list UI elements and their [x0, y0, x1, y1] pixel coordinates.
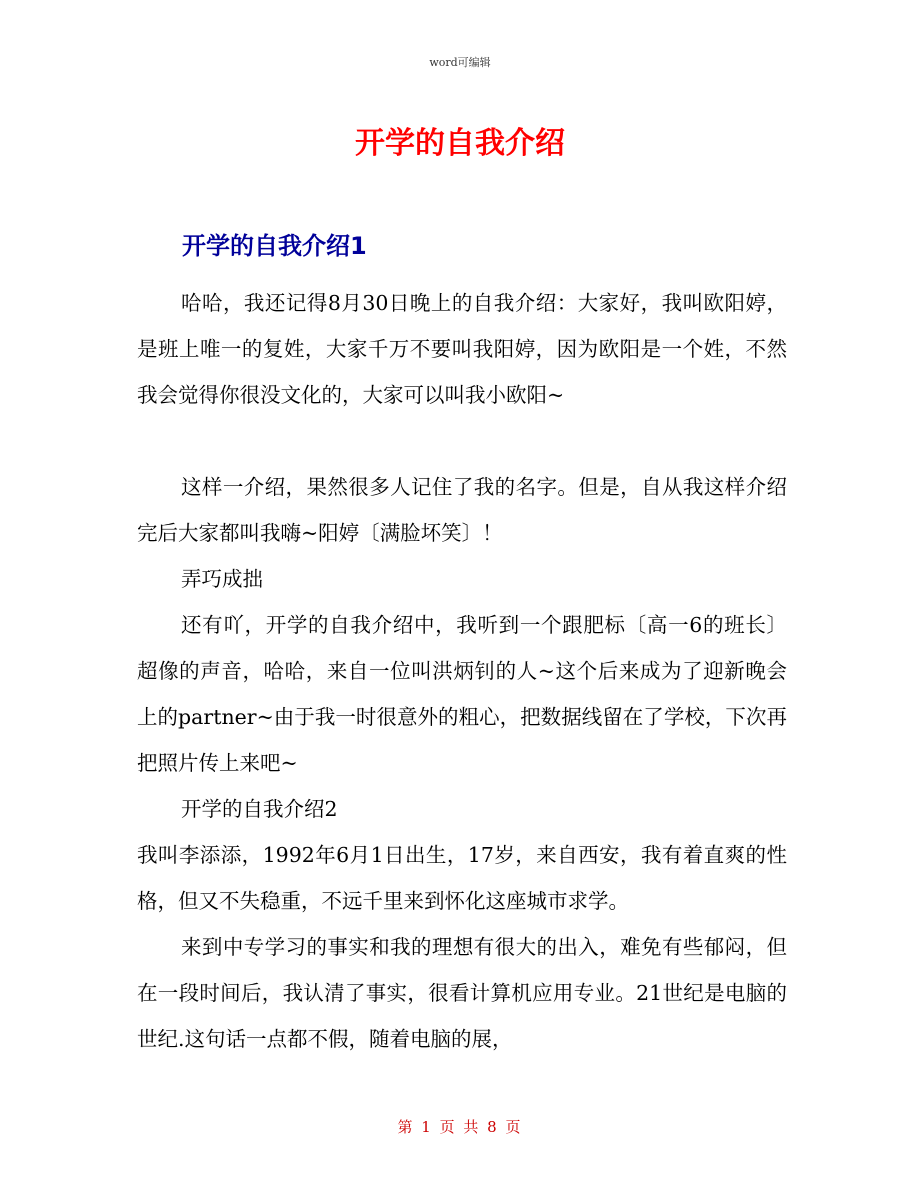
paragraph-1: 哈哈，我还记得8月30日晚上的自我介绍：大家好，我叫欧阳婷，是班上唯一的复姓，大家千万不要叫我阳婷，因为欧阳是一个姓，不然我会觉得你很没文化的，大家可以叫我小欧阳~ [137, 291, 787, 407]
section-heading-1: 开学的自我介绍1 [182, 232, 367, 260]
header-note: word可编辑 [429, 56, 491, 69]
paragraph-3: 弄巧成拙 [181, 567, 263, 591]
page-footer: 第 1 页 共 8 页 [397, 1118, 523, 1136]
paragraph-7: 来到中专学习的事实和我的理想有很大的出入，难免有些郁闷，但在一段时间后，我认清了事实，很看计算机应用专业。21世纪是电脑的世纪.这句话一点都不假，随着电脑的展， [137, 935, 787, 1051]
paragraph-6: 我叫李添添，1992年6月1日出生，17岁，来自西安，我有着直爽的性格，但又不失稳重，不远千里来到怀化这座城市求学。 [137, 843, 787, 913]
paragraph-5: 开学的自我介绍2 [181, 797, 338, 821]
paragraph-2: 这样一介绍，果然很多人记住了我的名字。但是，自从我这样介绍完后大家都叫我嗨~阳婷〔满脸坏笑〕！ [137, 475, 787, 545]
paragraph-4: 还有吖，开学的自我介绍中，我听到一个跟肥标〔高一6的班长〕超像的声音，哈哈，来自一位叫洪炳钊的人~这个后来成为了迎新晚会上的partner~由于我一时很意外的粗心，把数据线留在了学校，下次再把照片传上来吧~ [137, 613, 787, 775]
document-title: 开学的自我介绍 [355, 126, 565, 161]
